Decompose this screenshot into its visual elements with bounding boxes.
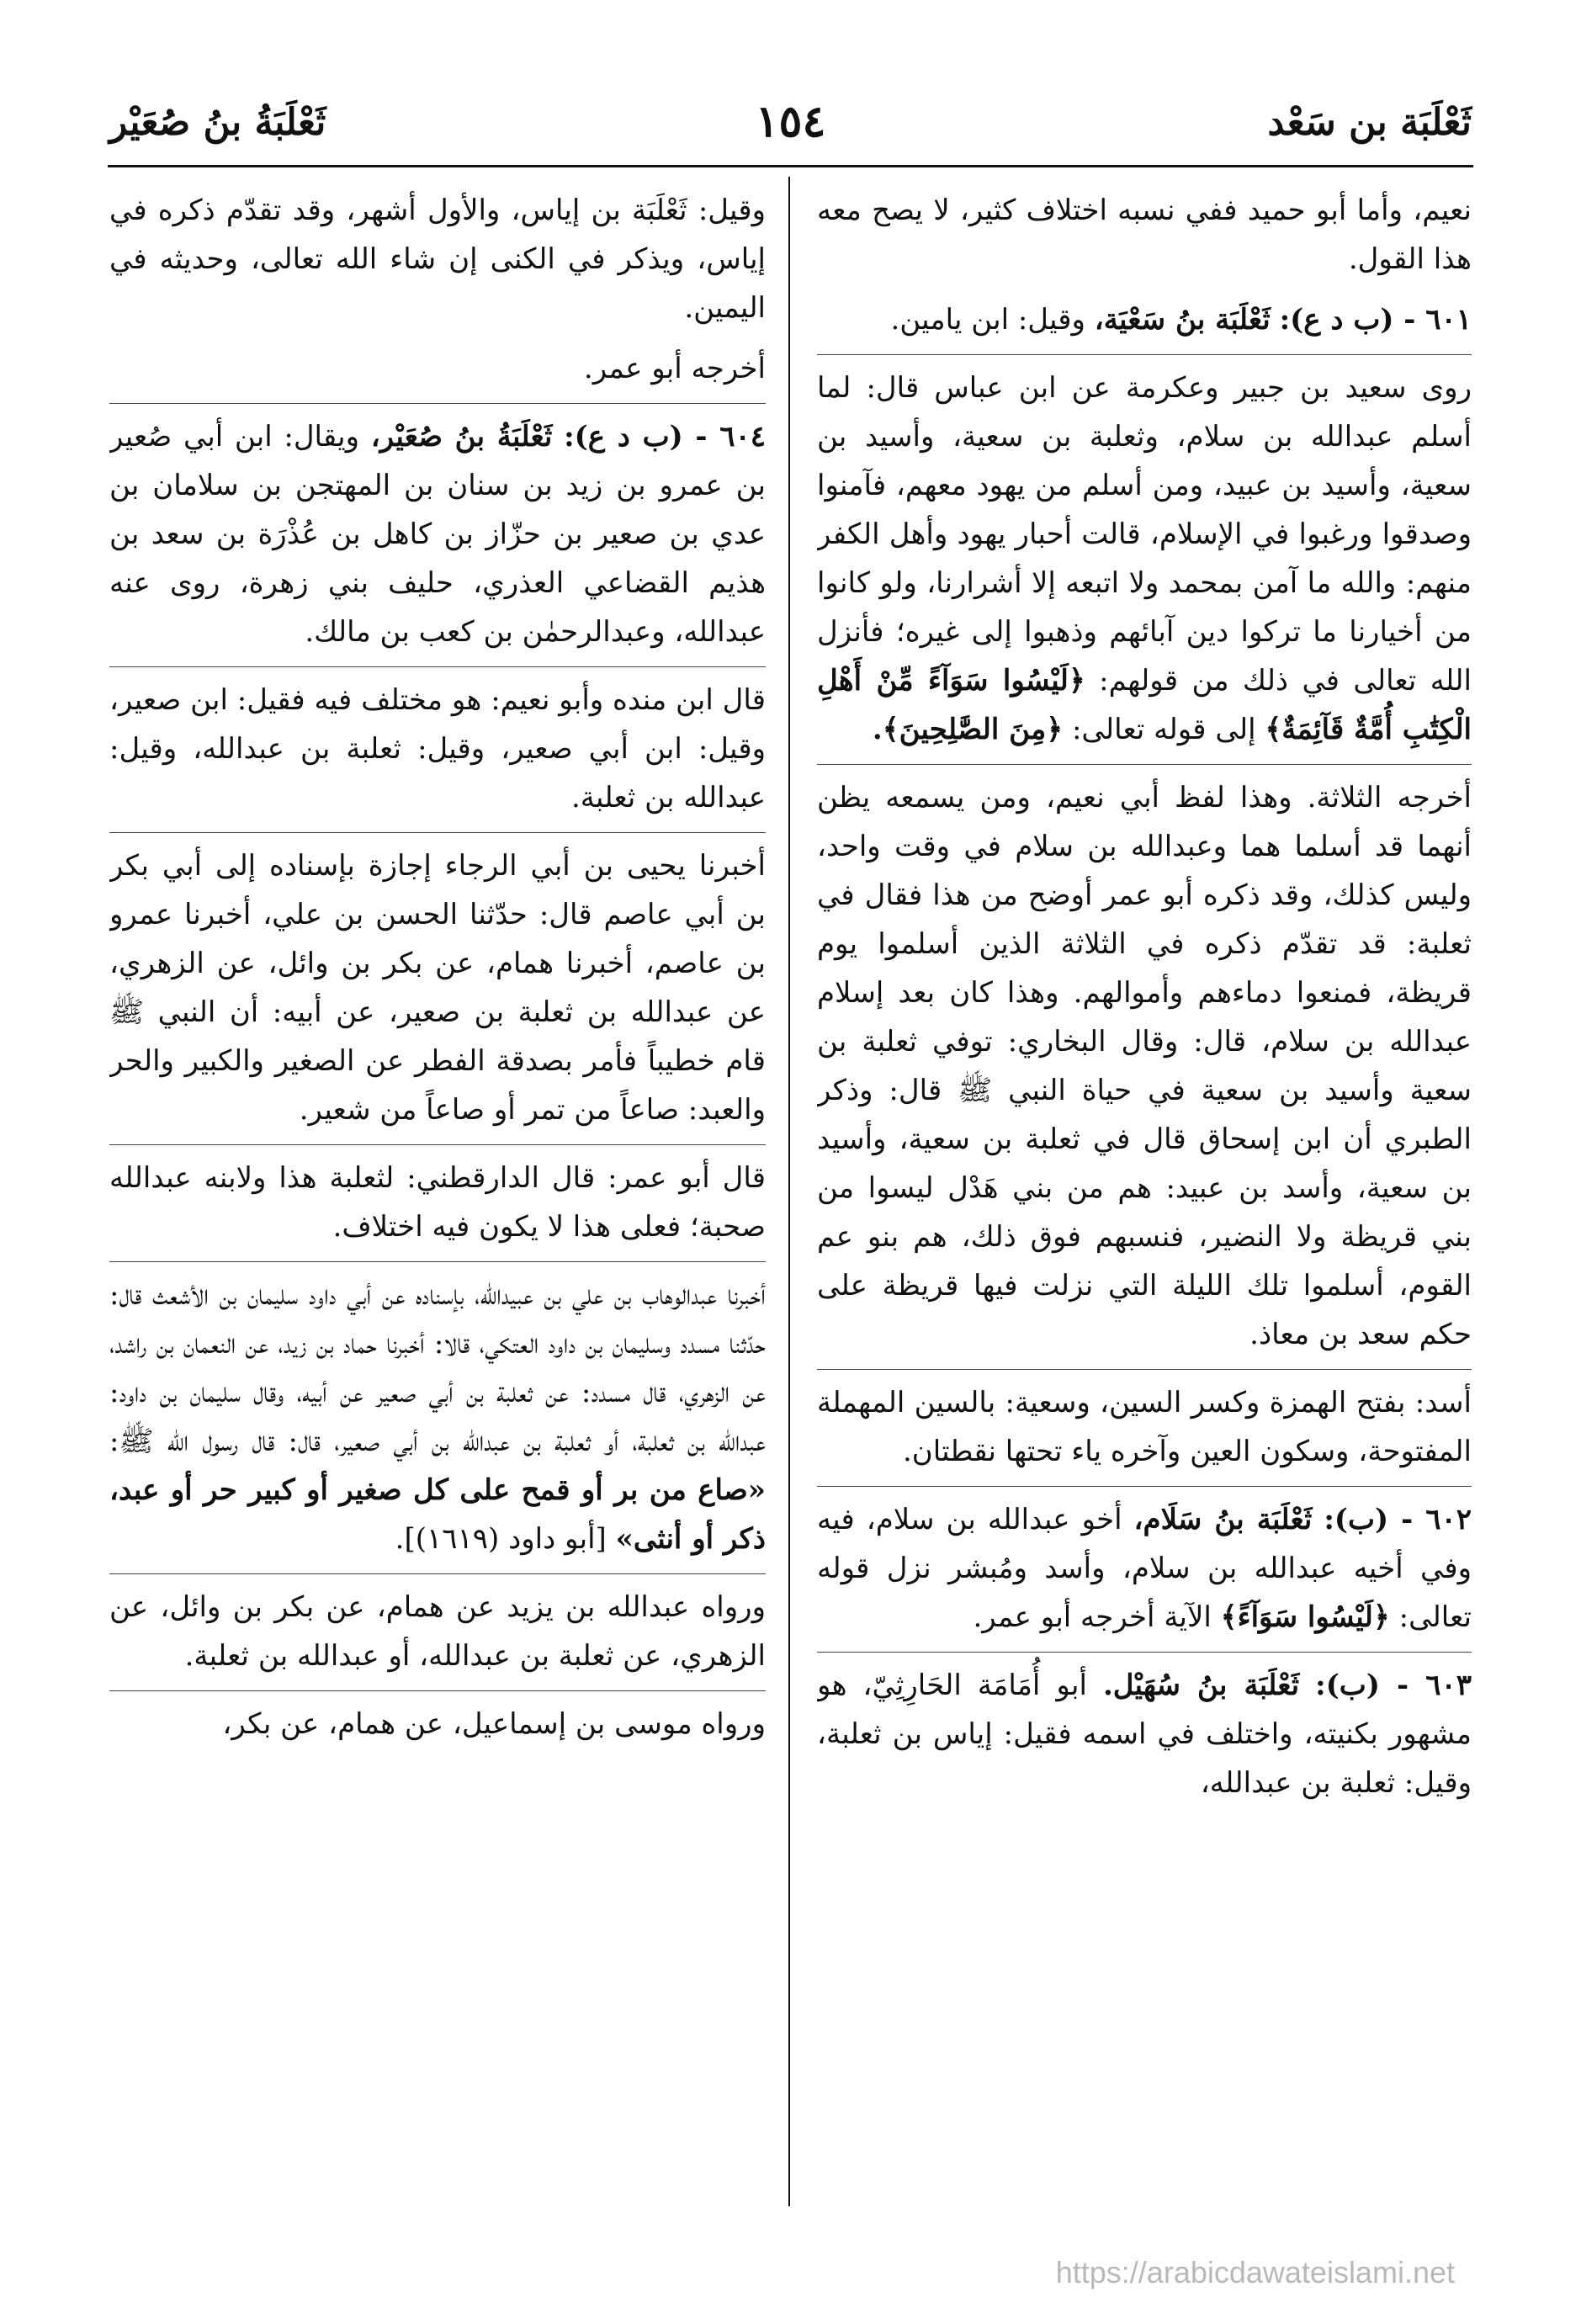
hadith-quote: «صاع من بر أو قمح على كل صغير أو كبير حر أو عبد، ذكر أو أنثى» [109,1473,766,1556]
paragraph: وقيل: ثَعْلَبَة بن إياس، والأول أشهر، وقد تقدّم ذكره في إياس، ويذكر في الكنى إن شاء الله تعالى، وحديثه في اليمين. [109,194,766,325]
column-divider [788,177,790,2206]
paragraph: ورواه عبدالله بن يزيد عن همام، عن بكر بن وائل، عن الزهري، عن ثعلبة بن عبدالله، أو عبدالله بن ثعلبة. [109,1573,766,1687]
paragraph-text: أخبرنا عبدالوهاب بن علي بن عبيدالله، بإسناده عن أبي داود سليمان بن الأشعث قال: حدّثنا مسدد وسليمان بن داود العتكي، قالا: أخبرنا حماد بن زيد، عن النعمان بن راشد، عن الزهري، قال مسدد: عن ثعلبة بن أبي صعير عن أبيه، وقال سليمان بن داود: عبدالله بن ثعلبة، أو ثعلبة بن عبدالله بن أبي صعير، قال: قال رسول الله ﷺ: [109,1278,766,1458]
entry-name: ثَعْلَبَةُ بنُ صُعَيْر، [370,420,553,454]
right-column [817,181,1472,2206]
entry-text: الآية أخرجه أبو عمر. [973,1600,1212,1634]
header-right-title: ثَعْلَبَة بن سَعْد [1267,101,1472,144]
quran-quote: ﴿لَيْسُوا سَوَآءً مِّنْ أَهْلِ الْكِتَٰبِ أُمَّةٌ قَآئِمَةٌ﴾ [817,664,1472,746]
entry-number: ٦٠٣ - (ب): [1315,1669,1472,1702]
entry-601 [817,290,1472,351]
paragraph: أخرجه أبو عمر. [583,352,766,385]
entry-text: ويقال: ابن أبي صُعير بن عمرو بن زيد بن سنان بن المهتجن بن سلامان بن عدي بن صعير بن حزّاز بن كاهل بن عُذْرَة بن سعد بن هذيم القضاعي العذري، حليف بني زهرة، روى عنه عبدالله، وعبدالرحمٰن بن كعب بن مالك. [109,420,766,649]
entry-602 [817,1486,1472,1648]
paragraph [109,1261,766,1570]
entry-name: ثَعْلَبَة بنُ سُهَيْل. [1102,1669,1300,1702]
entry-604 [109,403,766,663]
entry-name: ثَعْلَبَة بنُ سَلَام، [1133,1503,1313,1536]
header-left-title: ثَعْلَبَةُ بنُ صُعَيْر [109,101,326,144]
running-header [109,84,1472,160]
paragraph: أسد: بفتح الهمزة وكسر السين، وسعية: بالسين المهملة المفتوحة، وسكون العين وآخره ياء تحتها نقطتان. [817,1369,1472,1483]
quran-quote: ﴿لَيْسُوا سَوَآءً﴾ [1220,1600,1390,1634]
entry-603 [817,1652,1472,1814]
entry-name: ثَعْلَبَة بنُ سَعْيَة، [1094,303,1271,337]
entry-text: أبو أُمَامَة الحَارِثِيّ، هو مشهور بكنيته، واختلف في اسمه فقيل: إياس بن ثعلبة، وقيل: ثعلبة بن عبدالله، [817,1669,1472,1800]
entry-text: وقيل: ابن يامين. [890,303,1085,337]
paragraph: قال أبو عمر: قال الدارقطني: لثعلبة هذا ولابنه عبدالله صحبة؛ فعلى هذا لا يكون فيه اختلاف. [109,1144,766,1258]
watermark-url: https://arabicdawateislami.net [1055,2255,1455,2290]
paragraph: نعيم، وأما أبو حميد ففي نسبه اختلاف كثير، لا يصح معه هذا القول. [817,194,1472,276]
entry-number: ٦٠٤ - (ب د ع): [564,420,766,454]
paragraph: قال ابن منده وأبو نعيم: هو مختلف فيه فقيل: ابن صعير، وقيل: ابن أبي صعير، وقيل: ثعلبة بن عبدالله، وقيل: عبدالله بن ثعلبة. [109,666,766,829]
left-column [109,181,766,2206]
paragraph: ورواه موسى بن إسماعيل، عن همام، عن بكر، [109,1690,766,1755]
citation: [أبو داود (١٦١٩)]. [395,1522,607,1556]
paragraph-text: إلى قوله تعالى: [1071,713,1256,746]
paragraph [817,354,1472,761]
paragraph: أخرجه الثلاثة. وهذا لفظ أبي نعيم، ومن يسمعه يظن أنهما قد أسلما هما وعبدالله بن سلام في وقت واحد، وليس كذلك، وقد ذكره أبو عمر أوضح من هذا فقال في ثعلبة: قد تقدّم ذكره في الثلاثة الذين أسلموا يوم قريظة، فمنعوا دماءهم وأموالهم. وهذا كان بعد إسلام عبدالله بن سلام، قال: وقال البخاري: توفي ثعلبة بن سعية وأسيد بن سعية في حياة النبي ﷺ قال: وذكر الطبري أن ابن إسحاق قال في ثعلبة بن سعية، وأسيد بن سعية، وأسد بن عبيد: هم من بني هَدْل ليسوا من بني قريظة ولا النضير، فنسبهم فوق ذلك، هم بنو عم القوم، أسلموا تلك الليلة التي نزلت فيها قريظة على حكم سعد بن معاذ. [817,764,1472,1366]
entry-number: ٦٠١ - (ب د ع): [1279,303,1472,337]
page-number: ١٥٤ [755,96,826,147]
entry-text: أخو عبدالله بن سلام، فيه وفي أخيه عبدالله بن سلام، وأسد ومُبشر نزل قوله تعالى: [817,1503,1472,1634]
quran-quote: ﴿مِنَ الصَّٰلِحِينَ﴾. [872,713,1064,746]
header-rule [108,165,1473,167]
paragraph-text: روى سعيد بن جبير وعكرمة عن ابن عباس قال: لما أسلم عبدالله بن سلام، وثعلبة بن سعية، وأسيد بن سعية، وأسيد بن عبيد، ومن أسلم من يهود معهم، فآمنوا وصدقوا ورغبوا في الإسلام، قالت أحبار يهود وأهل الكفر منهم: والله ما آمن بمحمد ولا اتبعه إلا أشرارنا، ولو كانوا من أخيارنا ما تركوا دين آبائهم وذهبوا إلى غيره؛ فأنزل الله تعالى في ذلك من قولهم: [817,371,1472,698]
paragraph: أخبرنا يحيى بن أبي الرجاء إجازة بإسناده إلى أبي بكر بن أبي عاصم قال: حدّثنا الحسن بن علي، أخبرنا عمرو بن عاصم، أخبرنا همام، عن بكر بن وائل، عن الزهري، عن عبدالله بن ثعلبة بن صعير، عن أبيه: أن النبي ﷺ قام خطيباً فأمر بصدقة الفطر عن الصغير والكبير والحر والعبد: صاعاً من تمر أو صاعاً من شعير. [109,832,766,1141]
entry-number: ٦٠٢ - (ب): [1324,1503,1472,1536]
